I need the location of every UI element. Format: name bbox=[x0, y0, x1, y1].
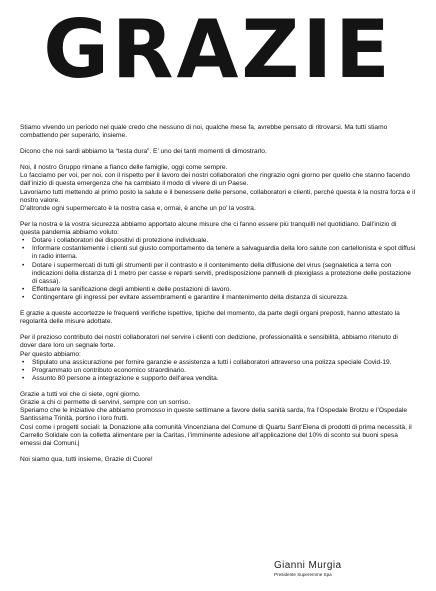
measures-list-item: • Informare costantemente i clienti sul giusto comportamento da tenere a salvaguardia della loro salute con cartellonista e spot diffusi in radio interna. bbox=[20, 245, 416, 261]
final-line: Noi siamo qua, tutti insieme, Grazie di Cuore! bbox=[20, 455, 153, 463]
measures-intro: Per la nostra e la vostra sicurezza abbiamo apportato alcune misure che ci fanno essere più tranquilli nel quotidiano. Dall’inizio di questa pandemia abbiamo voluto: bbox=[20, 220, 397, 236]
signature-role: Presidente Superemme Spa bbox=[274, 572, 332, 577]
thanks-list-item: • Programmato un contributo economico straordinario. bbox=[20, 367, 416, 375]
thanks-list-item: • Assunto 80 persone a integrazione e supporto dell’area vendita. bbox=[20, 375, 416, 383]
signature-block bbox=[274, 560, 384, 578]
group-line-4: D’altronde ogni supermercato è la nostra casa e, ormai, è anche un po’ la vostra. bbox=[20, 204, 256, 212]
thanks-lead: Per questo abbiamo: bbox=[20, 350, 81, 358]
letter-body bbox=[20, 124, 416, 472]
measures-list-item: • Effettuare la sanificazione degli ambienti e delle postazioni di lavoro. bbox=[20, 286, 416, 294]
group-line-2: Lo facciamo per voi, per noi, con il rispetto per il lavoro dei nostri collaboratori che ringrazio ogni giorno per quello che stanno facendo dall’inizio di questa emergenza che ha cambiato il modo di vivere di un Paese. bbox=[20, 172, 410, 188]
thanks-intro: Per il prezioso contributo dei nostri collaboratori nel servire i clienti con dedizione, professionalità e sensibilità, abbiamo ritenuto di dover dare loro un segnale forte. bbox=[20, 334, 398, 350]
measures-list-item: • Contingentare gli ingressi per evitare assembramenti e garantire il mantenimento della distanza di sicurezza. bbox=[20, 294, 416, 302]
headline: GRAZIE bbox=[43, 3, 393, 96]
closing-paragraph bbox=[20, 391, 416, 448]
intro-paragraph-1: Stiamo vivendo un periodo nel quale credo che nessuno di noi, qualche mese fa, avrebbe pensato di ritrovarsi. Ma tutti stiamo combattendo per superarlo, insieme. bbox=[20, 124, 388, 140]
closing-line-3: Speriamo che le iniziative che abbiamo promosso in queste settimane a favore della sanità sarda, fra l’Ospedale Brotzu e l’Ospedale Santissima Trinità, portino i loro frutti. bbox=[20, 407, 408, 423]
measures-list-item: • Dotare i collaboratori dei dispositivi di protezione individuale. bbox=[20, 237, 416, 245]
signature-name: Gianni Murgia bbox=[274, 560, 342, 571]
closing-line-1: Grazie a tutti voi che ci siete, ogni giorno. bbox=[20, 391, 141, 398]
measures-list-item: • Dotare i supermercati di tutti gli strumenti per il contrasto e il contenimento della diffusione del virus (segnaletica a terra con indicazioni della distanza di 1 metro per casse e reparti serviti, predisposizione pannelli di plexiglass a protezione delle postazione di cassa). bbox=[20, 262, 416, 286]
intro-paragraph-2: Dicono che noi sardi abbiamo la “testa dura”. E’ uno dei tanti momenti di dimostrarlo. bbox=[20, 148, 267, 156]
group-line-1: Noi, il nostro Gruppo rimane a fianco delle famiglie, oggi come sempre. bbox=[20, 164, 228, 172]
group-paragraph bbox=[20, 164, 416, 213]
thanks-list-item: • Stipulato una assicurazione per fornire garanzie e assistenza a tutti i collaboratori attraverso una polizza speciale Covid-19. bbox=[20, 359, 416, 367]
group-line-3: Lavoriamo tutti mettendo al primo posto la salute e il benessere delle persone, collaboratori e clienti, perché questa è la nostra forza e il nostro valore. bbox=[20, 188, 416, 204]
measures-list bbox=[20, 237, 416, 302]
thanks-list bbox=[20, 359, 416, 383]
closing-line-2: Grazie a chi ci permette di servirvi, sempre con un sorriso. bbox=[20, 399, 191, 407]
checks-paragraph: E grazie a queste accortezze le frequenti verifiche ispettive, tipiche del momento, da parte degli organi preposti, hanno attestato la regolarità delle misure adottate. bbox=[20, 310, 400, 326]
closing-line-4: Così come i progetti sociali: la Donazione alla comunità Vincenziana del Comune di Quartu Sant’Elena di prodotti di prima necessità, il Carrello Solidale con la colletta alimentare per la Caritas, l’imminente adesione all’applicazione del 10% di sconto sui buoni spesa emessi dai Comuni. | bbox=[20, 424, 412, 447]
